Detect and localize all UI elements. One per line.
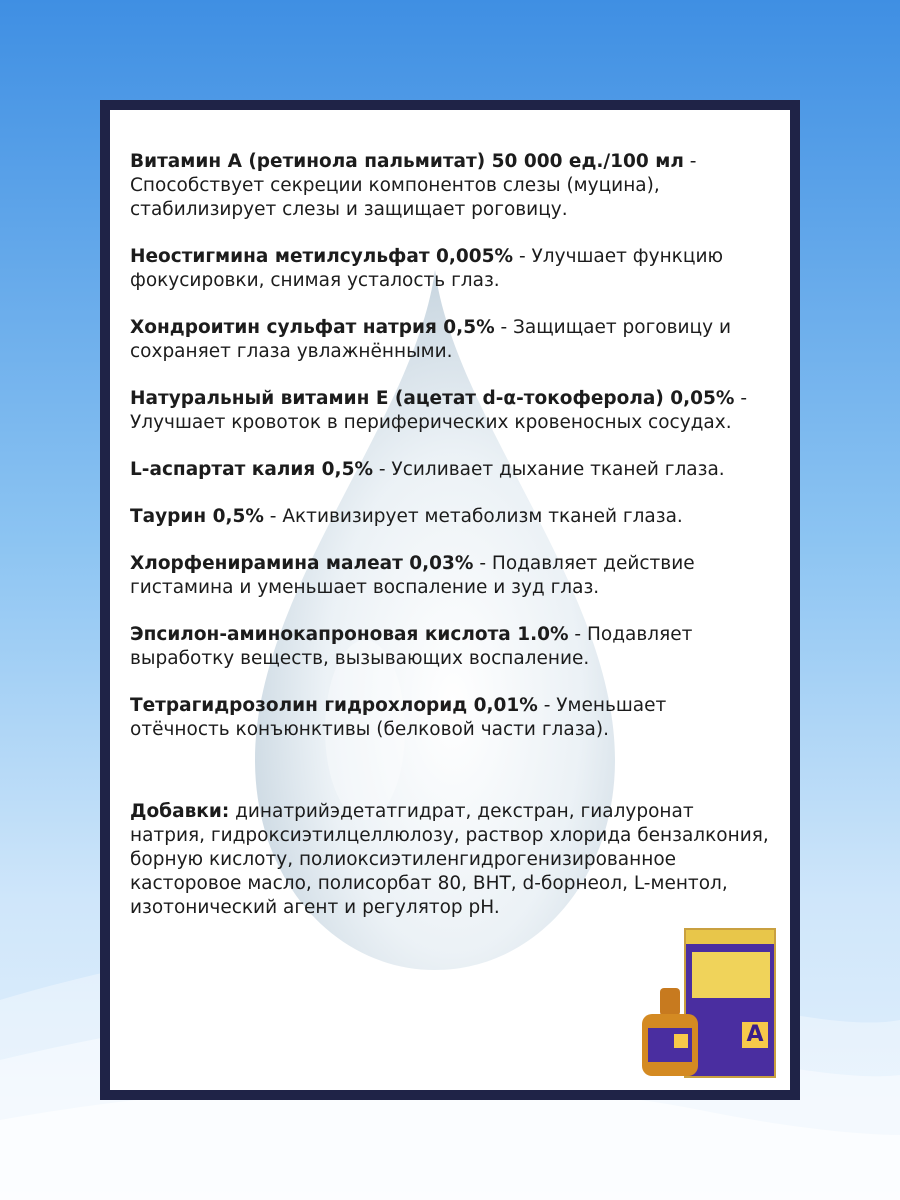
ingredient-description: - Уменьшает отёчность конъюнктивы (белковой части глаза). — [130, 695, 667, 740]
ingredient-paragraph — [130, 316, 770, 364]
ingredient-description: - Способствует секреции компонентов слезы (муцина), стабилизирует слезы и защищает роговицу. — [130, 151, 697, 220]
ingredient-description: - Активизирует метаболизм тканей глаза. — [263, 506, 683, 527]
ingredient-paragraph — [130, 623, 770, 671]
product-bottle — [638, 988, 702, 1078]
ingredient-name: Хлорфенирамина малеат 0,03% — [130, 553, 474, 574]
ingredient-name: L-аспартат калия 0,5% — [130, 459, 373, 480]
ingredient-paragraph — [130, 150, 770, 222]
product-box-letter: A — [742, 1022, 768, 1048]
ingredient-paragraph — [130, 245, 770, 293]
ingredient-description: - Улучшает кровоток в периферических кровеносных сосудах. — [130, 388, 748, 433]
ingredient-description: - Улучшает функцию фокусировки, снимая усталость глаз. — [130, 246, 724, 291]
ingredient-description: - Подавляет выработку веществ, вызывающих воспаление. — [130, 624, 693, 669]
ingredients-text — [130, 150, 770, 943]
ingredient-name: Хондроитин сульфат натрия 0,5% — [130, 317, 495, 338]
ingredient-name: Эпсилон-аминокапроновая кислота 1.0% — [130, 624, 569, 645]
ingredient-paragraph — [130, 458, 770, 482]
ingredient-paragraph — [130, 505, 770, 529]
ingredient-name: Витамин А (ретинола пальмитат) 50 000 ед./100 мл — [130, 151, 684, 172]
content-card — [100, 100, 800, 1100]
product-image — [638, 928, 776, 1078]
ingredient-description: - Усиливает дыхание тканей глаза. — [372, 459, 725, 480]
ingredient-paragraph — [130, 387, 770, 435]
ingredient-paragraph — [130, 552, 770, 600]
ingredient-name: Неостигмина метилсульфат 0,005% — [130, 246, 514, 267]
additives-label: Добавки: — [130, 801, 230, 822]
ingredient-name: Натуральный витамин Е (ацетат d-α-токоферола) 0,05% — [130, 388, 735, 409]
ingredient-paragraph — [130, 694, 770, 742]
ingredient-description: - Подавляет действие гистамина и уменьшает воспаление и зуд глаз. — [130, 553, 695, 598]
ingredient-name: Тетрагидрозолин гидрохлорид 0,01% — [130, 695, 538, 716]
additives-paragraph — [130, 800, 770, 920]
ingredient-description: - Защищает роговицу и сохраняет глаза увлажнёнными. — [130, 317, 731, 362]
ingredient-name: Таурин 0,5% — [130, 506, 264, 527]
additives-text: динатрийэдетатгидрат, декстран, гиалуронат натрия, гидроксиэтилцеллюлозу, раствор хлорида бензалкония, борную кислоту, полиоксиэтиленгидрогенизированное касторовое масло, полисорбат 80, BHT, d-борнеол, L-ментол, изотонический агент и регулятор pH. — [130, 801, 769, 918]
